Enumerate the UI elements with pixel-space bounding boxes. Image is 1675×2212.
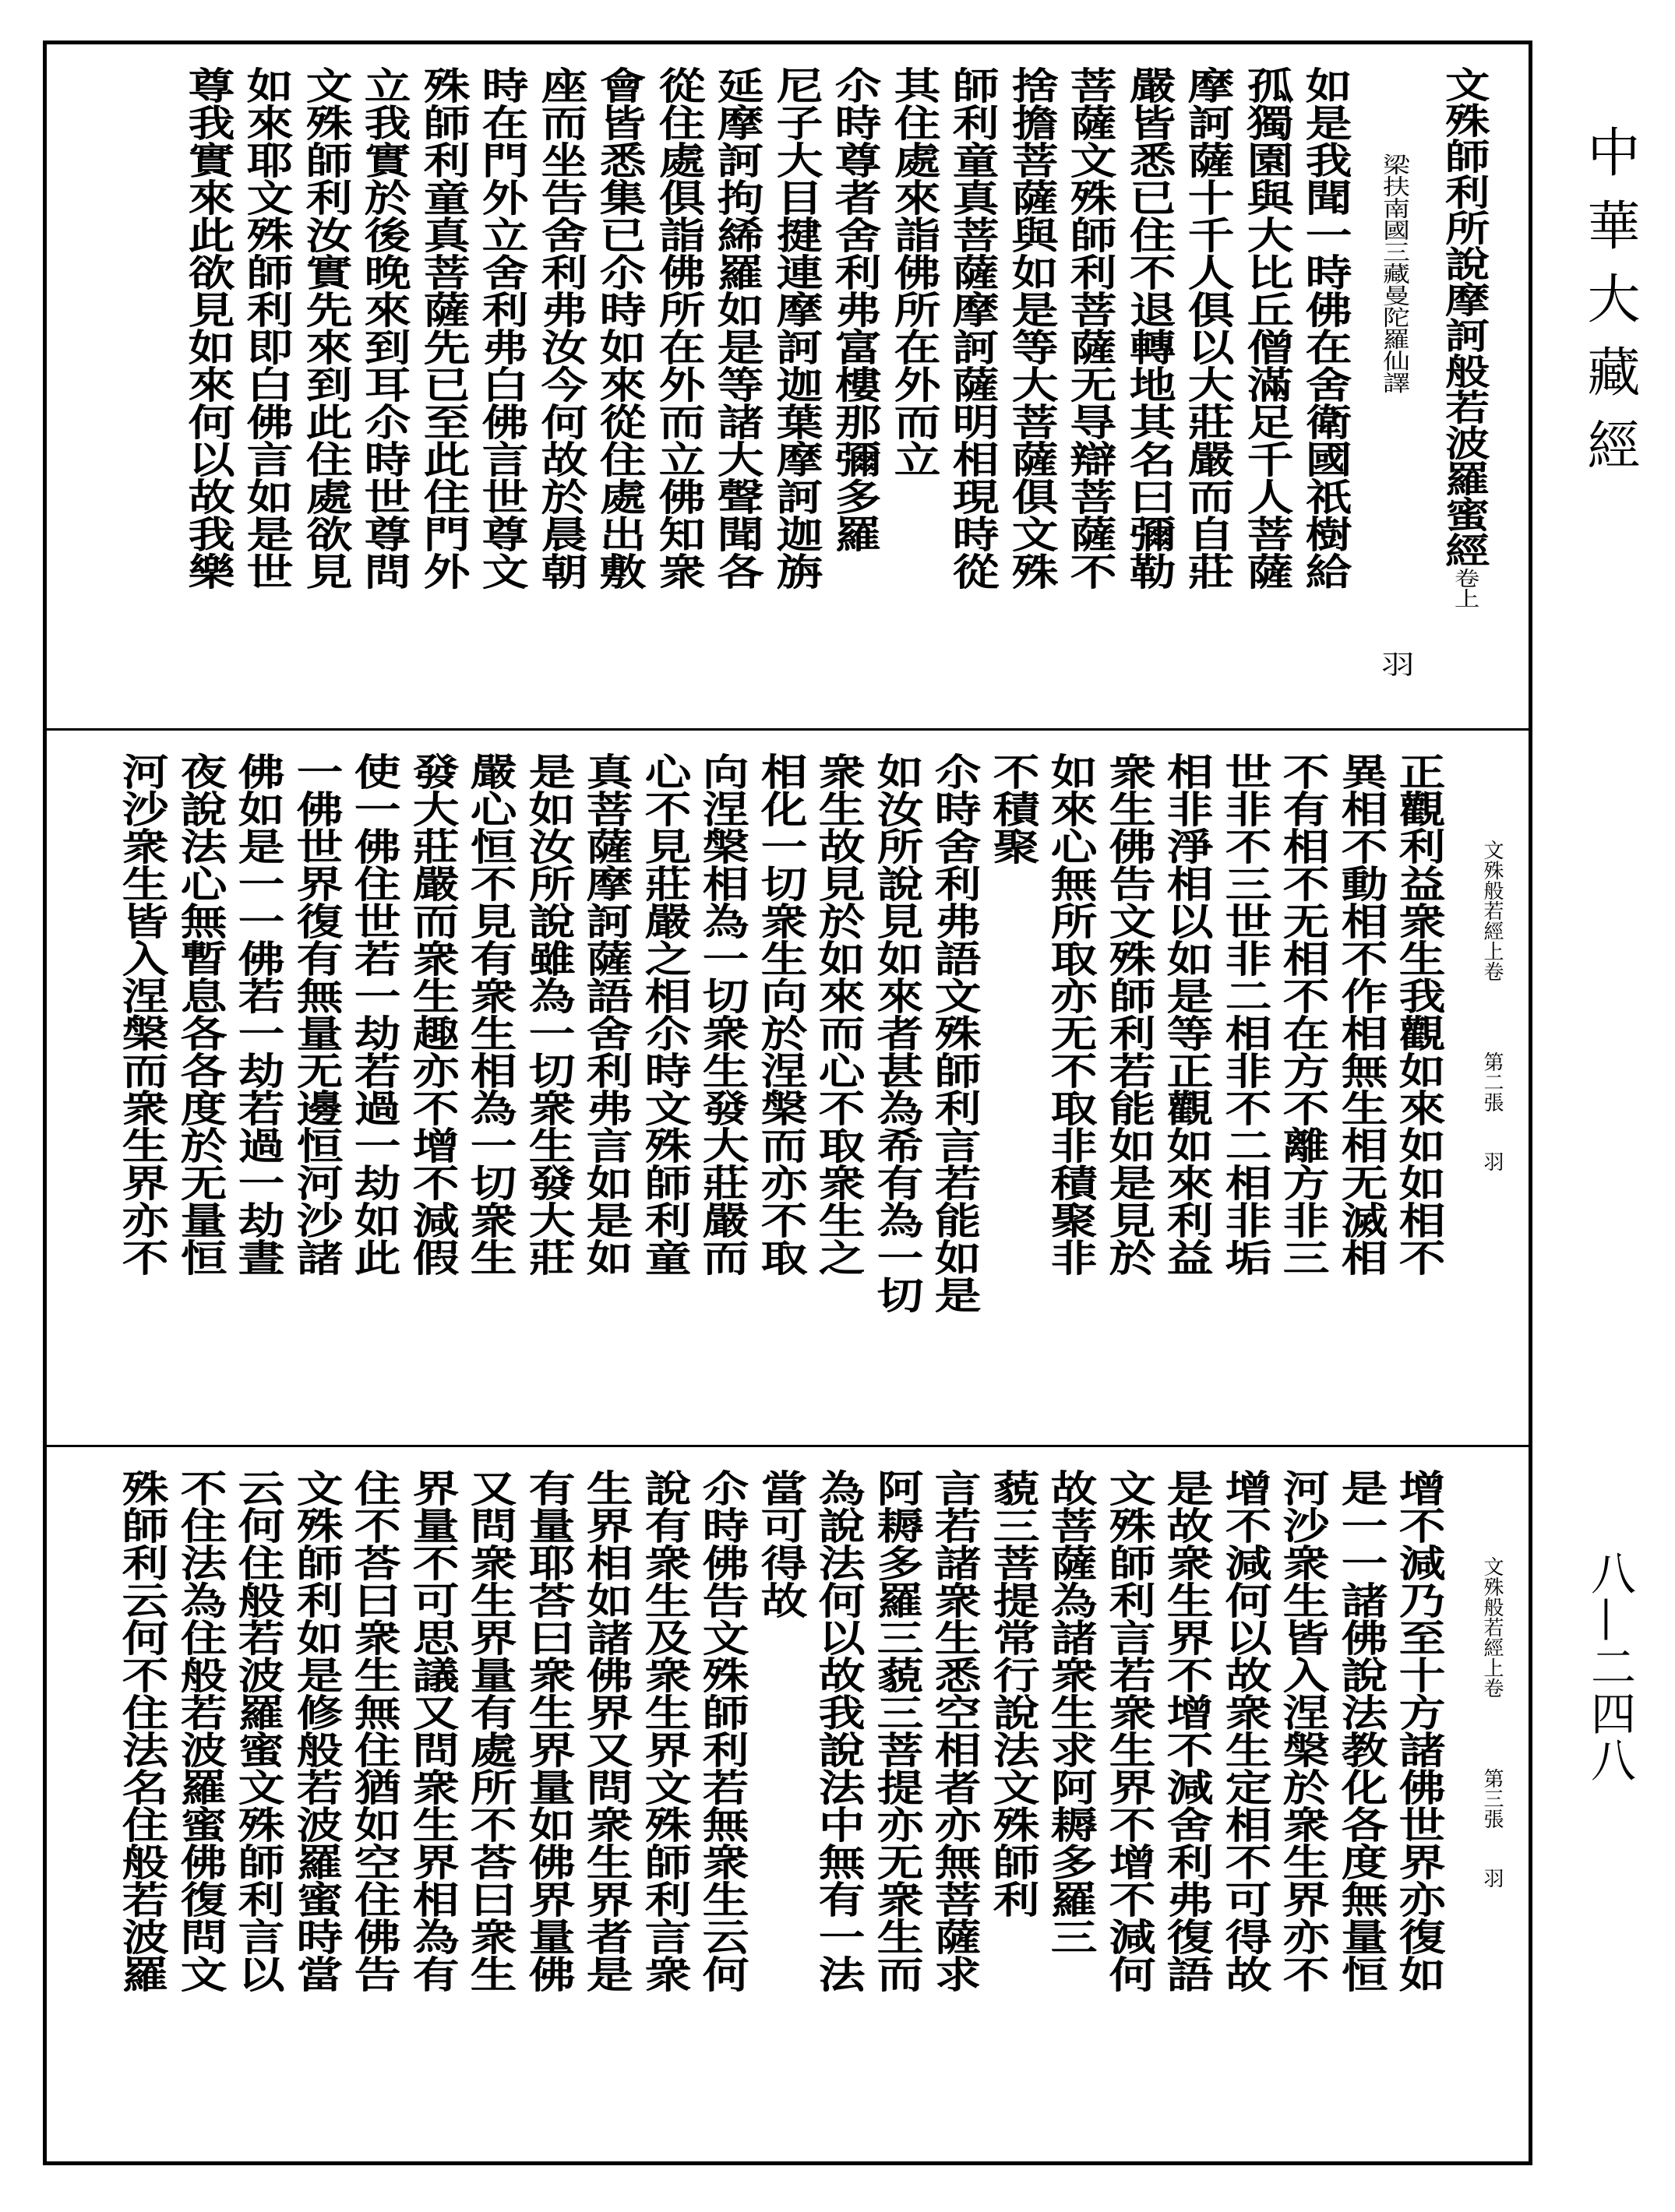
text-column: 從住處俱詣佛所在外而立佛知衆	[650, 66, 705, 590]
text-column: 為說法何以故我說法中無有一法	[810, 1469, 865, 1992]
text-column: 殊師利童真菩薩先已至此住門外	[414, 66, 470, 590]
text-column: 如汝所說見如來者甚為希有為一切	[868, 752, 923, 1313]
translator: 梁扶南國三藏曼陀羅仙譯	[1379, 153, 1412, 393]
text-column: 尒時佛告文殊師利若無衆生云何	[694, 1469, 749, 1992]
text-column: 相化一切衆生向於涅槃而亦不取	[752, 752, 807, 1276]
text-column: 一佛世界復有無量无邊恒河沙諸	[287, 752, 343, 1276]
text-column: 增不減乃至十方諸佛世界亦復如	[1391, 1469, 1445, 1992]
text-column: 嚴心恒不見有衆生相為一切衆生	[462, 752, 517, 1276]
text-column: 衆生佛告文殊師利若能如是見於	[1100, 752, 1155, 1276]
text-column: 心不見莊嚴之相尒時文殊師利童	[636, 752, 691, 1276]
text-column: 座而坐告舍利弗汝今何故於晨朝	[532, 66, 587, 590]
text-column: 相非淨相以如是等正觀如來利益	[1158, 752, 1213, 1276]
margin-sutra: 文殊般若經上卷	[1480, 840, 1504, 981]
text-column: 異相不動相不作相無生相无滅相	[1332, 752, 1388, 1276]
text-column: 立我實於後晚來到耳尒時世尊問	[356, 66, 411, 590]
text-column: 當可得故	[752, 1469, 807, 1618]
panel-1	[47, 44, 1529, 730]
text-column: 發大莊嚴而衆生趣亦不增不減假	[404, 752, 459, 1276]
text-column: 又問衆生界量有處所不荅曰衆生	[462, 1469, 517, 1992]
margin-mark: 羽	[1480, 1151, 1504, 1171]
margin-note	[1480, 840, 1504, 1171]
text-column: 延摩訶拘絺羅如是等諸大聲聞各	[709, 66, 763, 590]
text-column: 增不減何以故衆生定相不可得故	[1216, 1469, 1271, 1992]
text-column: 不有相不无相不在方不離方非三	[1275, 752, 1329, 1276]
text-column: 時在門外立舍利弗白佛言世尊文	[474, 66, 528, 590]
text-column: 文殊師利言若衆生界不增不減何	[1100, 1469, 1155, 1992]
text-column: 界量不可思議又問衆生界相為有	[404, 1469, 459, 1992]
text-column: 正觀利益衆生我觀如來如如相不	[1391, 752, 1445, 1276]
text-column: 不住法為住般若波羅蜜佛復問文	[171, 1469, 227, 1992]
fascicle-label: 卷上	[1450, 568, 1479, 608]
text-column: 言若諸衆生悉空相者亦無菩薩求	[926, 1469, 981, 1992]
text-column: 向涅槃相為一切衆生發大莊嚴而	[694, 752, 749, 1276]
text-column: 佛如是一一佛若一劫若過一劫晝	[230, 752, 284, 1276]
text-column: 河沙衆生皆入涅槃而衆生界亦不	[114, 752, 168, 1276]
volume-mark: 羽	[1375, 650, 1414, 677]
text-column: 生界相如諸佛界又問衆生界者是	[578, 1469, 633, 1992]
text-column: 真菩薩摩訶薩語舍利弗言如是如	[578, 752, 633, 1276]
text-column: 孤獨園與大比丘僧滿足千人菩薩	[1238, 66, 1293, 590]
text-column: 尒時尊者舍利弗富樓那彌多羅	[827, 66, 881, 552]
translator-line	[1377, 153, 1412, 677]
sutra-title-text: 文殊師利所說摩訶般若波羅蜜經	[1438, 66, 1491, 568]
text-column: 是如汝所說雖為一切衆生發大莊	[520, 752, 575, 1276]
text-column: 使一佛住世若一劫若過一劫如此	[346, 752, 400, 1276]
text-column: 阿耨多羅三藐三菩提亦无衆生而	[868, 1469, 923, 1992]
margin-sutra: 文殊般若經上卷	[1480, 1556, 1504, 1698]
text-column: 會皆悉集已尒時如來從住處出敷	[591, 66, 646, 590]
margin-sheet: 第二張	[1480, 1051, 1504, 1112]
collection-title: 中華大藏經	[1578, 125, 1640, 491]
panel-3	[47, 1445, 1529, 2170]
text-column: 尼子大目揵連摩訶迦葉摩訶迦旃	[767, 66, 823, 590]
text-column: 師利童真菩薩摩訶薩明相現時從	[944, 66, 999, 590]
text-column: 如來耶文殊師利即白佛言如是世	[238, 66, 293, 590]
text-column: 其住處來詣佛所在外而立	[885, 66, 940, 477]
text-column: 是故衆生界不增不減舍利弗復語	[1158, 1469, 1213, 1992]
text-column: 藐三菩提常行說法文殊師利	[984, 1469, 1039, 1918]
text-column: 河沙衆生皆入涅槃於衆生界亦不	[1275, 1469, 1329, 1992]
text-column: 說有衆生及衆生界文殊師利言衆	[636, 1469, 691, 1992]
text-column: 摩訶薩十千人俱以大莊嚴而自莊	[1180, 66, 1234, 590]
margin-sheet: 第三張	[1480, 1768, 1504, 1829]
text-column: 如來心無所取亦无不取非積聚非	[1042, 752, 1097, 1276]
text-column: 嚴皆悉已住不退轉地其名曰彌勒	[1120, 66, 1176, 590]
page-number: 八—二四八	[1583, 1550, 1636, 1784]
text-column: 如是我聞一時佛在舍衛國祇樹給	[1297, 66, 1352, 590]
text-column: 尒時舍利弗語文殊師利言若能如是	[926, 752, 981, 1313]
text-column: 捨擔菩薩與如是等大菩薩俱文殊	[1003, 66, 1058, 590]
text-column: 世非不三世非二相非不二相非垢	[1216, 752, 1271, 1276]
margin-note	[1480, 1556, 1504, 1888]
text-column: 文殊師利如是修般若波羅蜜時當	[287, 1469, 343, 1992]
text-column: 夜說法心無暫息各各度於无量恒	[171, 752, 227, 1276]
text-column: 不積聚	[984, 752, 1039, 865]
text-column: 有量耶荅曰衆生界量如佛界量佛	[520, 1469, 575, 1992]
panel-2	[47, 728, 1529, 1449]
page-frame	[43, 41, 1532, 2165]
text-column: 文殊師利汝實先來到此住處欲見	[297, 66, 352, 590]
margin-mark: 羽	[1480, 1868, 1504, 1888]
text-column: 殊師利云何不住法名住般若波羅	[114, 1469, 168, 1992]
text-column: 衆生故見於如來而心不取衆生之	[810, 752, 865, 1276]
text-column: 故菩薩為諸衆生求阿耨多羅三	[1042, 1469, 1097, 1955]
text-column: 云何住般若波羅蜜文殊師利言以	[230, 1469, 284, 1992]
text-column: 住不荅曰衆生無住猶如空住佛告	[346, 1469, 400, 1992]
sutra-title	[1436, 66, 1494, 608]
text-column: 是一一諸佛說法教化各度無量恒	[1332, 1469, 1388, 1992]
text-column: 尊我實來此欲見如來何以故我樂	[179, 66, 235, 590]
text-column: 菩薩文殊師利菩薩无㝵辯菩薩不	[1062, 66, 1116, 590]
